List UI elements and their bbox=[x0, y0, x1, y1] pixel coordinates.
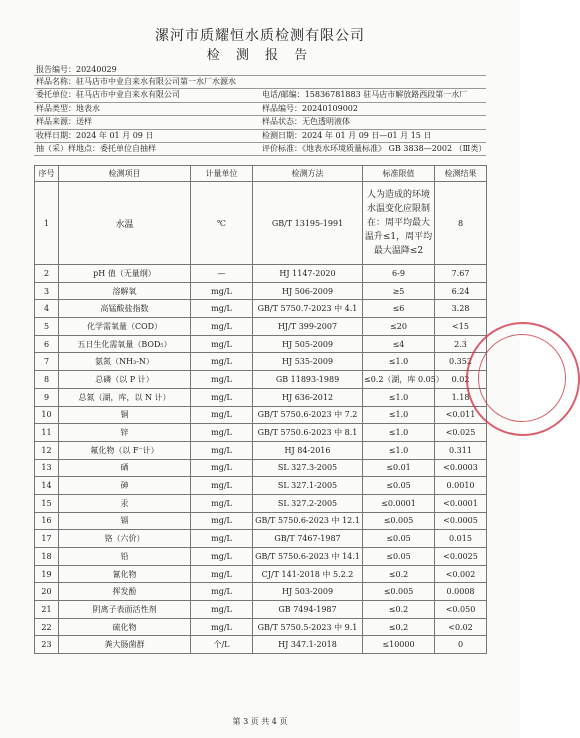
table-row bbox=[35, 282, 487, 300]
row-result: 0.0010 bbox=[435, 477, 487, 495]
row-item: 粪大肠菌群 bbox=[59, 636, 191, 654]
row-result: <15 bbox=[435, 318, 487, 336]
row-method: HJ/T 399-2007 bbox=[253, 318, 363, 336]
row-no: 18 bbox=[35, 548, 59, 566]
row-result: 0 bbox=[435, 636, 487, 654]
row-no: 13 bbox=[35, 459, 59, 477]
row-no: 20 bbox=[35, 583, 59, 601]
row-limit: ≤0.2 bbox=[363, 618, 435, 636]
row-unit: mg/L bbox=[191, 601, 253, 619]
table-row bbox=[35, 406, 487, 424]
row-item: 氟化物（以 F⁻计） bbox=[59, 441, 191, 459]
header-unit: 计量单位 bbox=[191, 166, 253, 182]
row-unit: mg/L bbox=[191, 459, 253, 477]
row-method: HJ 1147-2020 bbox=[253, 265, 363, 283]
row-no: 4 bbox=[35, 300, 59, 318]
row-item: 铬（六价） bbox=[59, 530, 191, 548]
header-result: 检测结果 bbox=[435, 166, 487, 182]
row-method: GB/T 5750.6-2023 中 7.2 bbox=[253, 406, 363, 424]
row-unit: mg/L bbox=[191, 406, 253, 424]
row-no: 15 bbox=[35, 494, 59, 512]
info-row bbox=[34, 130, 486, 143]
row-item: 铅 bbox=[59, 548, 191, 566]
row-no: 19 bbox=[35, 565, 59, 583]
row-limit: ≤6 bbox=[363, 300, 435, 318]
row-no: 8 bbox=[35, 371, 59, 389]
info-row bbox=[34, 89, 486, 102]
row-limit: ≤0.005 bbox=[363, 583, 435, 601]
results-table bbox=[34, 165, 487, 654]
phone-address: 电话/邮编：15836781883 驻马店市解放路西段第一水厂 bbox=[262, 90, 468, 100]
table-row bbox=[35, 548, 487, 566]
header-limit: 标准限值 bbox=[363, 166, 435, 182]
row-unit: mg/L bbox=[191, 477, 253, 495]
row-unit: 个/L bbox=[191, 636, 253, 654]
row-method: GB/T 7467-1987 bbox=[253, 530, 363, 548]
row-item: 水温 bbox=[59, 182, 191, 265]
client: 委托单位：驻马店市中业自来水有限公司 bbox=[36, 90, 180, 100]
table-row bbox=[35, 318, 487, 336]
row-item: 挥发酚 bbox=[59, 583, 191, 601]
row-result: <0.002 bbox=[435, 565, 487, 583]
row-method: GB 7494-1987 bbox=[253, 601, 363, 619]
row-no: 16 bbox=[35, 512, 59, 530]
row-method: HJ 506-2009 bbox=[253, 282, 363, 300]
table-row bbox=[35, 530, 487, 548]
table-row bbox=[35, 601, 487, 619]
row-method: HJ 636-2012 bbox=[253, 388, 363, 406]
row-item: 总磷（以 P 计） bbox=[59, 371, 191, 389]
row-no: 22 bbox=[35, 618, 59, 636]
row-item: 五日生化需氧量（BOD₅） bbox=[59, 335, 191, 353]
row-result: 8 bbox=[435, 182, 487, 265]
report-number: 报告编号：20240029 bbox=[36, 65, 117, 74]
test-date: 检测日期：2024 年 01 月 09 日—01 月 15 日 bbox=[262, 130, 432, 140]
row-limit: ≤0.2（湖，库 0.05） bbox=[363, 371, 435, 389]
row-no: 11 bbox=[35, 424, 59, 442]
row-unit: mg/L bbox=[191, 318, 253, 336]
header-no: 序号 bbox=[35, 166, 59, 182]
info-row bbox=[34, 103, 486, 116]
row-item: 氰化物 bbox=[59, 565, 191, 583]
row-method: HJ 535-2009 bbox=[253, 353, 363, 371]
row-item: 氨氮（NH₃-N） bbox=[59, 353, 191, 371]
row-method: CJ/T 141-2018 中 5.2.2 bbox=[253, 565, 363, 583]
row-unit: mg/L bbox=[191, 282, 253, 300]
row-unit: mg/L bbox=[191, 565, 253, 583]
row-unit: mg/L bbox=[191, 371, 253, 389]
row-item: pH 值（无量纲） bbox=[59, 265, 191, 283]
table-row bbox=[35, 424, 487, 442]
row-method: GB/T 5750.7-2023 中 4.1 bbox=[253, 300, 363, 318]
row-method: HJ 84-2016 bbox=[253, 441, 363, 459]
header-item: 检测项目 bbox=[59, 166, 191, 182]
table-row bbox=[35, 265, 487, 283]
row-unit: mg/L bbox=[191, 300, 253, 318]
table-row bbox=[35, 494, 487, 512]
table-row bbox=[35, 583, 487, 601]
table-row bbox=[35, 618, 487, 636]
row-limit: ≤0.01 bbox=[363, 459, 435, 477]
sample-info bbox=[34, 75, 486, 156]
row-result: 0.352 bbox=[435, 353, 487, 371]
row-result: <0.025 bbox=[435, 424, 487, 442]
row-limit: ≤0.05 bbox=[363, 477, 435, 495]
row-result: <0.02 bbox=[435, 618, 487, 636]
table-row bbox=[35, 335, 487, 353]
row-result: <0.050 bbox=[435, 601, 487, 619]
row-unit: — bbox=[191, 265, 253, 283]
row-method: SL 327.2-2005 bbox=[253, 494, 363, 512]
row-result: 0.015 bbox=[435, 530, 487, 548]
row-unit: mg/L bbox=[191, 441, 253, 459]
row-item: 镉 bbox=[59, 512, 191, 530]
row-item: 化学需氧量（COD） bbox=[59, 318, 191, 336]
row-unit: mg/L bbox=[191, 530, 253, 548]
header-method: 检测方法 bbox=[253, 166, 363, 182]
row-limit: ≤1.0 bbox=[363, 353, 435, 371]
row-limit: ≤0.0001 bbox=[363, 494, 435, 512]
row-result: 0.02 bbox=[435, 371, 487, 389]
row-limit: ≤20 bbox=[363, 318, 435, 336]
row-limit: ≤0.05 bbox=[363, 530, 435, 548]
row-method: SL 327.1-2005 bbox=[253, 477, 363, 495]
row-no: 5 bbox=[35, 318, 59, 336]
row-limit: ≤1.0 bbox=[363, 441, 435, 459]
row-result: 6.24 bbox=[435, 282, 487, 300]
row-result: <0.0005 bbox=[435, 512, 487, 530]
sampling-location: 抽（采）样地点：委托单位自抽样 bbox=[36, 143, 156, 153]
sample-name: 样品名称：驻马店市中业自来水有限公司第一水厂水源水 bbox=[36, 77, 236, 86]
row-no: 10 bbox=[35, 406, 59, 424]
received-date: 收样日期：2024 年 01 月 09 日 bbox=[36, 130, 154, 140]
row-method: GB/T 13195-1991 bbox=[253, 182, 363, 265]
row-limit: ≤10000 bbox=[363, 636, 435, 654]
row-unit: mg/L bbox=[191, 353, 253, 371]
row-item: 硒 bbox=[59, 459, 191, 477]
row-item: 砷 bbox=[59, 477, 191, 495]
table-row bbox=[35, 300, 487, 318]
row-method: GB/T 5750.5-2023 中 9.1 bbox=[253, 618, 363, 636]
row-no: 17 bbox=[35, 530, 59, 548]
evaluation-standard: 评价标准：《地表水环境质量标准》 GB 3838—2002 （Ⅲ类） bbox=[262, 143, 487, 153]
table-row bbox=[35, 477, 487, 495]
row-no: 3 bbox=[35, 282, 59, 300]
row-item: 溶解氧 bbox=[59, 282, 191, 300]
row-no: 14 bbox=[35, 477, 59, 495]
row-no: 9 bbox=[35, 388, 59, 406]
row-no: 23 bbox=[35, 636, 59, 654]
table-row bbox=[35, 441, 487, 459]
row-result: <0.0001 bbox=[435, 494, 487, 512]
table-row bbox=[35, 512, 487, 530]
row-unit: mg/L bbox=[191, 583, 253, 601]
info-row bbox=[34, 75, 486, 89]
row-limit: ≤0.2 bbox=[363, 565, 435, 583]
row-no: 7 bbox=[35, 353, 59, 371]
row-item: 铜 bbox=[59, 406, 191, 424]
row-unit: mg/L bbox=[191, 335, 253, 353]
table-row bbox=[35, 371, 487, 389]
table-row bbox=[35, 182, 487, 265]
info-row bbox=[34, 143, 486, 156]
row-method: GB/T 5750.6-2023 中 8.1 bbox=[253, 424, 363, 442]
row-item: 硫化物 bbox=[59, 618, 191, 636]
row-limit: ≤1.0 bbox=[363, 406, 435, 424]
row-unit: mg/L bbox=[191, 618, 253, 636]
row-unit: mg/L bbox=[191, 548, 253, 566]
row-item: 总氮（湖，库，以 N 计） bbox=[59, 388, 191, 406]
sample-source: 样品来源：送样 bbox=[36, 117, 92, 127]
table-row bbox=[35, 565, 487, 583]
row-no: 2 bbox=[35, 265, 59, 283]
row-no: 1 bbox=[35, 182, 59, 265]
table-row bbox=[35, 636, 487, 654]
row-method: SL 327.3-2005 bbox=[253, 459, 363, 477]
row-limit: ≤4 bbox=[363, 335, 435, 353]
page-number: 第 3 页 共 4 页 bbox=[232, 717, 288, 726]
row-item: 高锰酸盐指数 bbox=[59, 300, 191, 318]
row-unit: ℃ bbox=[191, 182, 253, 265]
row-limit: 6-9 bbox=[363, 265, 435, 283]
row-method: GB/T 5750.6-2023 中 14.1 bbox=[253, 548, 363, 566]
row-limit: 人为造成的环境水温变化应限制在：周平均最大温升≤1，周平均最大温降≤2 bbox=[363, 182, 435, 265]
info-row bbox=[34, 116, 486, 129]
row-method: GB/T 5750.6-2023 中 12.1 bbox=[253, 512, 363, 530]
table-row bbox=[35, 388, 487, 406]
inspection-seal-ring bbox=[478, 334, 566, 422]
row-method: GB 11893-1989 bbox=[253, 371, 363, 389]
row-result: <0.011 bbox=[435, 406, 487, 424]
row-result: 1.18 bbox=[435, 388, 487, 406]
row-result: 2.3 bbox=[435, 335, 487, 353]
row-item: 锌 bbox=[59, 424, 191, 442]
row-result: <0.0025 bbox=[435, 548, 487, 566]
table-row bbox=[35, 353, 487, 371]
table-header-row bbox=[35, 166, 487, 182]
row-method: HJ 347.1-2018 bbox=[253, 636, 363, 654]
row-result: 0.311 bbox=[435, 441, 487, 459]
row-no: 21 bbox=[35, 601, 59, 619]
row-limit: ≤0.05 bbox=[363, 548, 435, 566]
company-title: 漯河市质耀恒水质检测有限公司 bbox=[155, 28, 365, 44]
row-unit: mg/L bbox=[191, 512, 253, 530]
sample-type: 样品类型：地表水 bbox=[36, 103, 100, 113]
row-no: 12 bbox=[35, 441, 59, 459]
row-method: HJ 503-2009 bbox=[253, 583, 363, 601]
row-unit: mg/L bbox=[191, 424, 253, 442]
row-method: HJ 505-2009 bbox=[253, 335, 363, 353]
row-item: 汞 bbox=[59, 494, 191, 512]
row-result: <0.0003 bbox=[435, 459, 487, 477]
sample-number: 样品编号：20240109002 bbox=[262, 103, 358, 113]
row-limit: ≤0.005 bbox=[363, 512, 435, 530]
sample-state: 样品状态：无色透明液体 bbox=[262, 117, 350, 127]
row-result: 7.67 bbox=[435, 265, 487, 283]
row-no: 6 bbox=[35, 335, 59, 353]
table-row bbox=[35, 459, 487, 477]
row-item: 阴离子表面活性剂 bbox=[59, 601, 191, 619]
row-result: 0.0008 bbox=[435, 583, 487, 601]
row-limit: ≤0.2 bbox=[363, 601, 435, 619]
report-title: 检 测 报 告 bbox=[206, 48, 314, 63]
row-unit: mg/L bbox=[191, 388, 253, 406]
row-limit: ≤1.0 bbox=[363, 388, 435, 406]
row-limit: ≤1.0 bbox=[363, 424, 435, 442]
row-result: 3.28 bbox=[435, 300, 487, 318]
row-limit: ≥5 bbox=[363, 282, 435, 300]
row-unit: mg/L bbox=[191, 494, 253, 512]
